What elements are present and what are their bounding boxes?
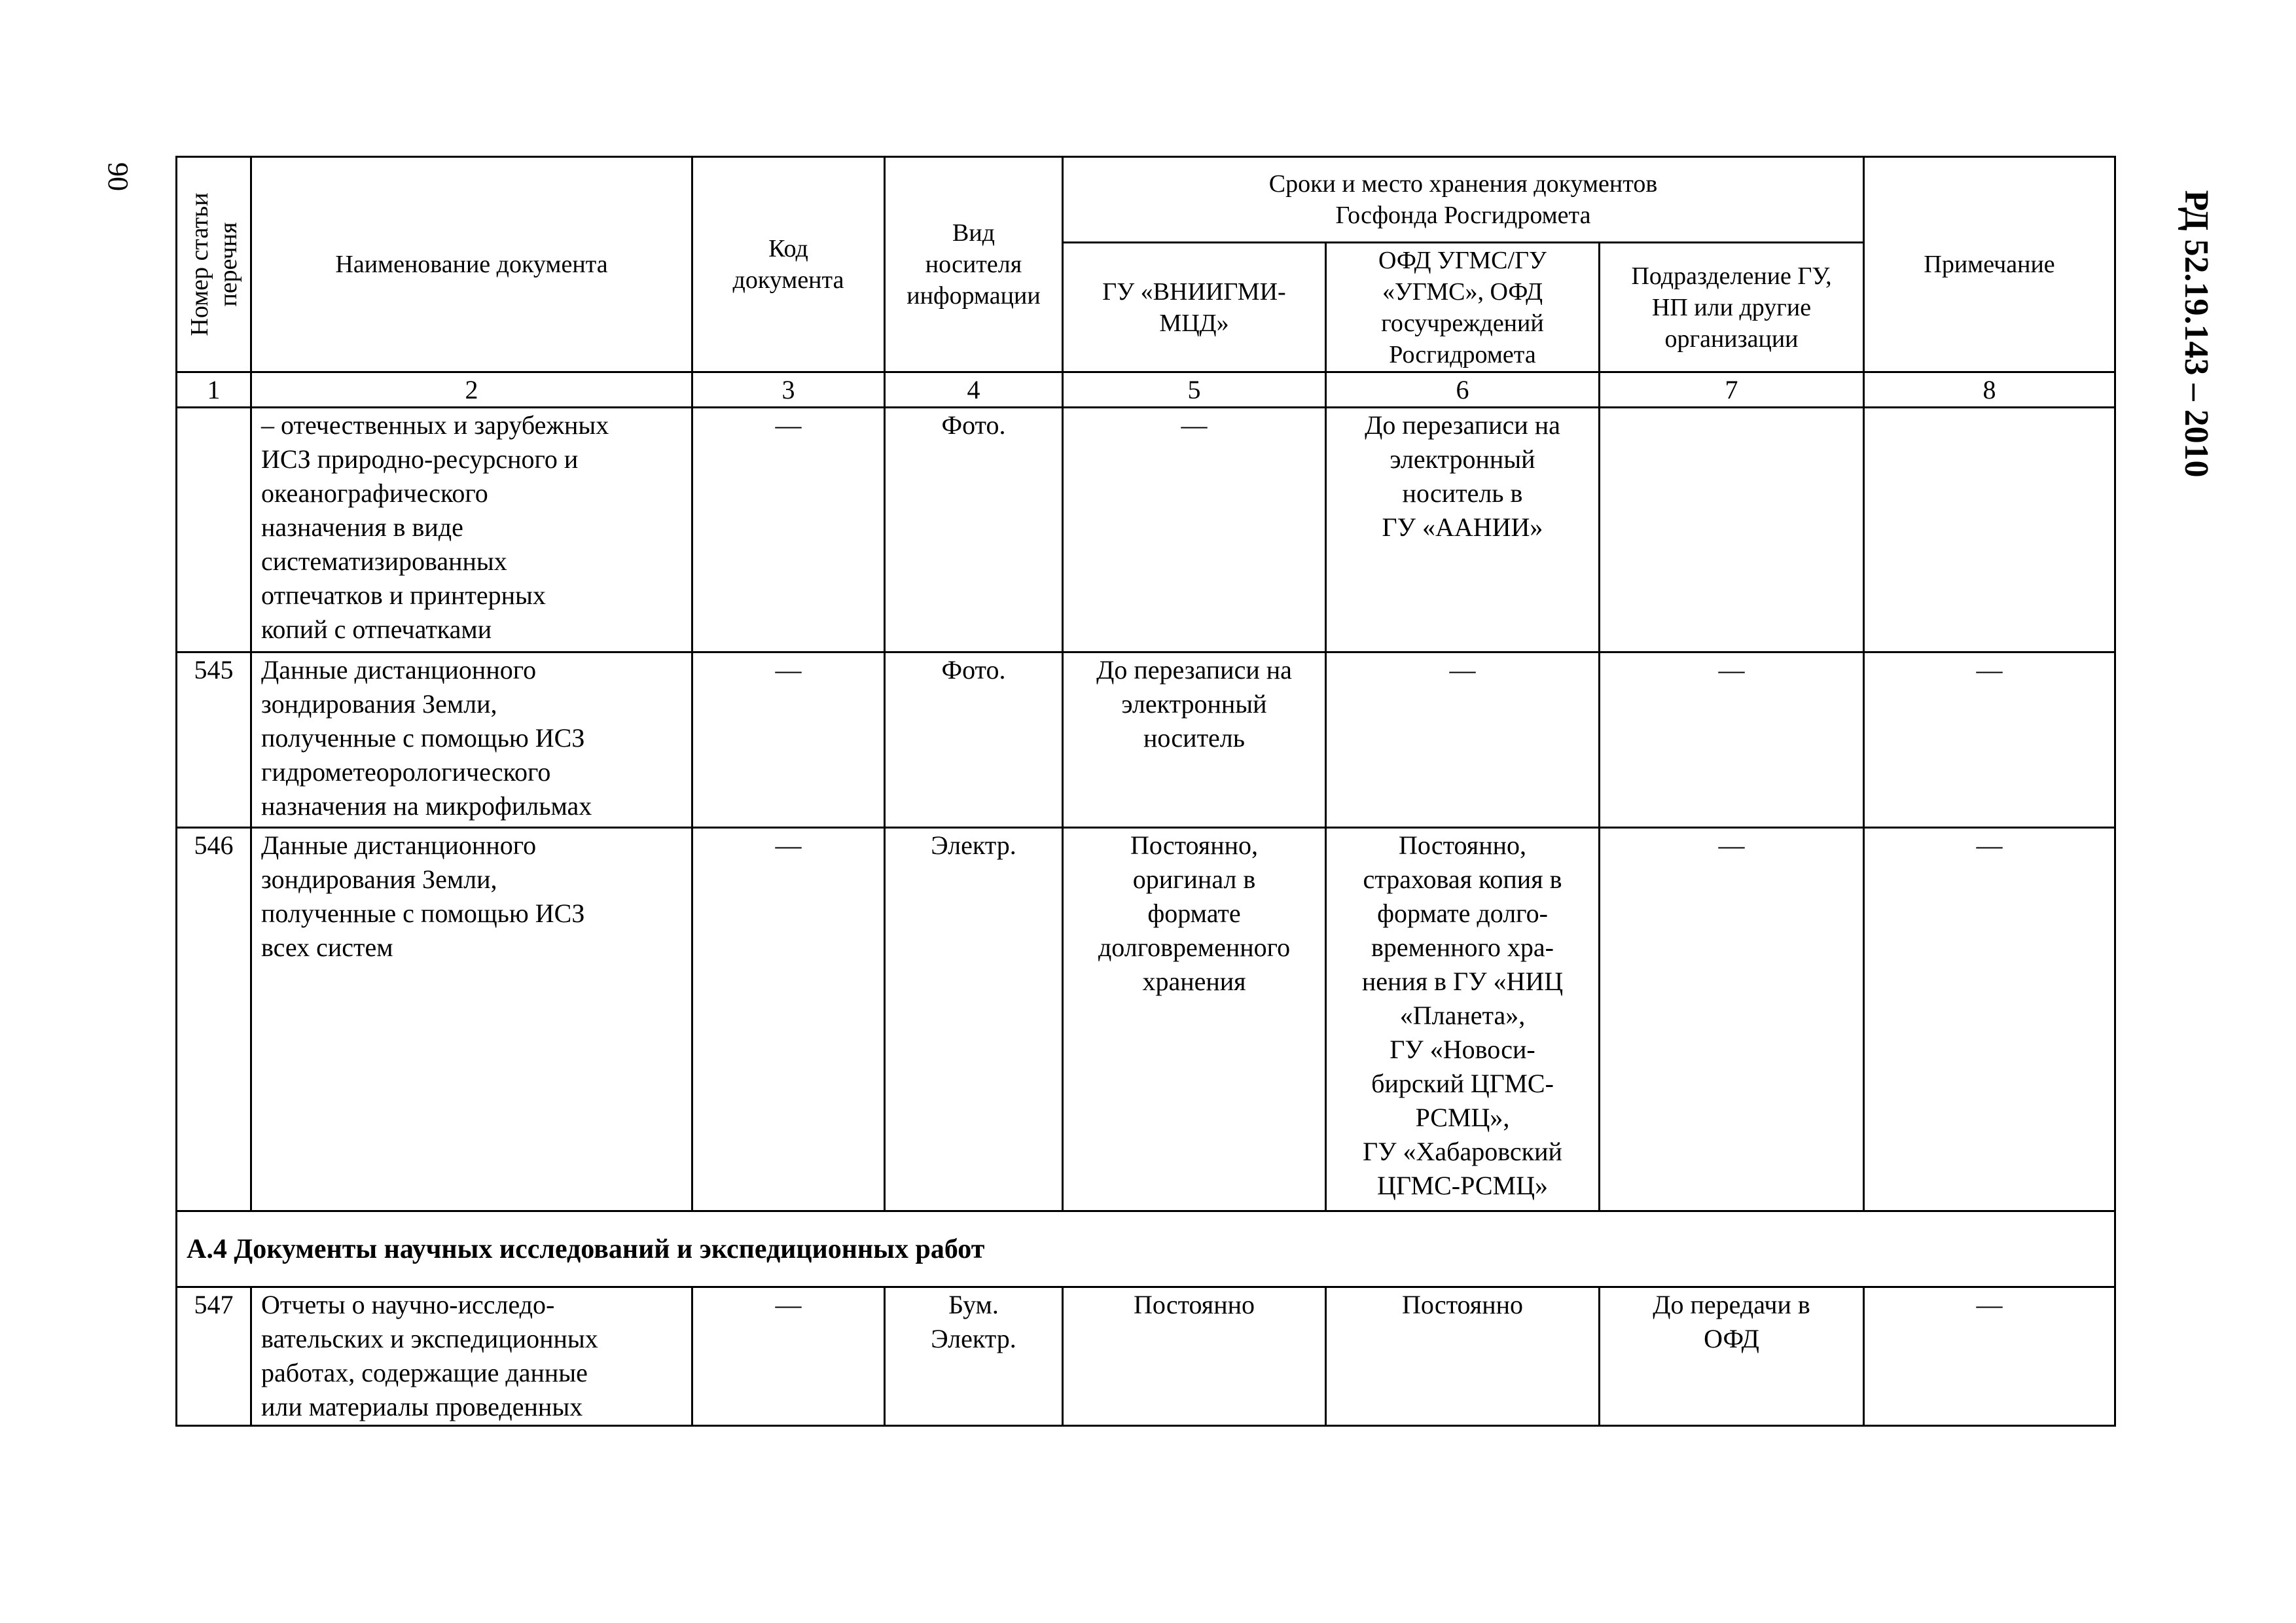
storage-vniigmi: Постоянно, оригинал в формате долговременного хранения	[1063, 828, 1326, 1211]
document-name: – отечественных и зарубежных ИСЗ природно-ресурсного и океанографического назначения в виде систематизированных отпечатков и принтерных копий с отпечатками	[251, 408, 692, 652]
media-type: Фото.	[885, 408, 1063, 652]
storage-vniigmi: Постоянно	[1063, 1287, 1326, 1426]
header-vniigmi: ГУ «ВНИИГМИ- МЦД»	[1063, 243, 1326, 372]
document-code-cell: —	[692, 408, 885, 652]
column-number-row	[177, 372, 2115, 408]
storage-ofd: Постоянно	[1326, 1287, 1600, 1426]
storage-subdivision: До передачи в ОФД	[1600, 1287, 1864, 1426]
document-code-cell: —	[692, 652, 885, 828]
column-number: 5	[1063, 372, 1326, 408]
column-number: 1	[177, 372, 251, 408]
article-number	[177, 408, 251, 652]
media-type: Фото.	[885, 652, 1063, 828]
header-document-code: Код документа	[692, 157, 885, 372]
storage-subdivision: —	[1600, 828, 1864, 1211]
document-name: Данные дистанционного зондирования Земли, полученные с помощью ИСЗ гидрометеорологического назначения на микрофильмах	[251, 652, 692, 828]
document-code-cell: —	[692, 1287, 885, 1426]
section-heading: А.4 Документы научных исследований и экспедиционных работ	[177, 1211, 2115, 1287]
table-row	[177, 652, 2115, 828]
header-subdivision: Подразделение ГУ, НП или другие организации	[1600, 243, 1864, 372]
storage-ofd: —	[1326, 652, 1600, 828]
document-code: РД 52.19.143 – 2010	[2178, 190, 2215, 478]
header-row-top	[177, 157, 2115, 243]
column-number: 4	[885, 372, 1063, 408]
header-storage-group: Сроки и место хранения документов Госфонда Росгидромета	[1063, 157, 1864, 243]
storage-ofd: Постоянно, страховая копия в формате долго- временного хра- нения в ГУ «НИЦ «Планета», ГУ «Новоси- бирский ЦГМС- РСМЦ», ГУ «Хабаровский ЦГМС-РСМЦ»	[1326, 828, 1600, 1211]
storage-vniigmi: —	[1063, 408, 1326, 652]
document-code-cell: —	[692, 828, 885, 1211]
page-number: 90	[102, 162, 134, 191]
document-name: Данные дистанционного зондирования Земли, полученные с помощью ИСЗ всех систем	[251, 828, 692, 1211]
section-row	[177, 1211, 2115, 1287]
header-document-name: Наименование документа	[251, 157, 692, 372]
header-article-number: Номер статьи перечня	[177, 157, 251, 372]
column-number: 6	[1326, 372, 1600, 408]
storage-subdivision	[1600, 408, 1864, 652]
storage-ofd: До перезаписи на электронный носитель в ГУ «ААНИИ»	[1326, 408, 1600, 652]
column-number: 3	[692, 372, 885, 408]
header-ofd: ОФД УГМС/ГУ «УГМС», ОФД госучреждений Росгидромета	[1326, 243, 1600, 372]
table-row	[177, 408, 2115, 652]
column-number: 8	[1864, 372, 2115, 408]
table-row	[177, 828, 2115, 1211]
note	[1864, 408, 2115, 652]
article-number: 547	[177, 1287, 251, 1426]
document-name: Отчеты о научно-исследо- вательских и экспедиционных работах, содержащие данные или материалы проведенных	[251, 1287, 692, 1426]
header-note: Примечание	[1864, 157, 2115, 372]
note: —	[1864, 828, 2115, 1211]
storage-vniigmi: До перезаписи на электронный носитель	[1063, 652, 1326, 828]
column-number: 7	[1600, 372, 1864, 408]
note: —	[1864, 1287, 2115, 1426]
article-number: 545	[177, 652, 251, 828]
article-number: 546	[177, 828, 251, 1211]
note: —	[1864, 652, 2115, 828]
storage-subdivision: —	[1600, 652, 1864, 828]
table-row	[177, 1287, 2115, 1426]
column-number: 2	[251, 372, 692, 408]
records-table	[175, 156, 2116, 1427]
media-type: Электр.	[885, 828, 1063, 1211]
header-media-type: Вид носителя информации	[885, 157, 1063, 372]
media-type: Бум. Электр.	[885, 1287, 1063, 1426]
